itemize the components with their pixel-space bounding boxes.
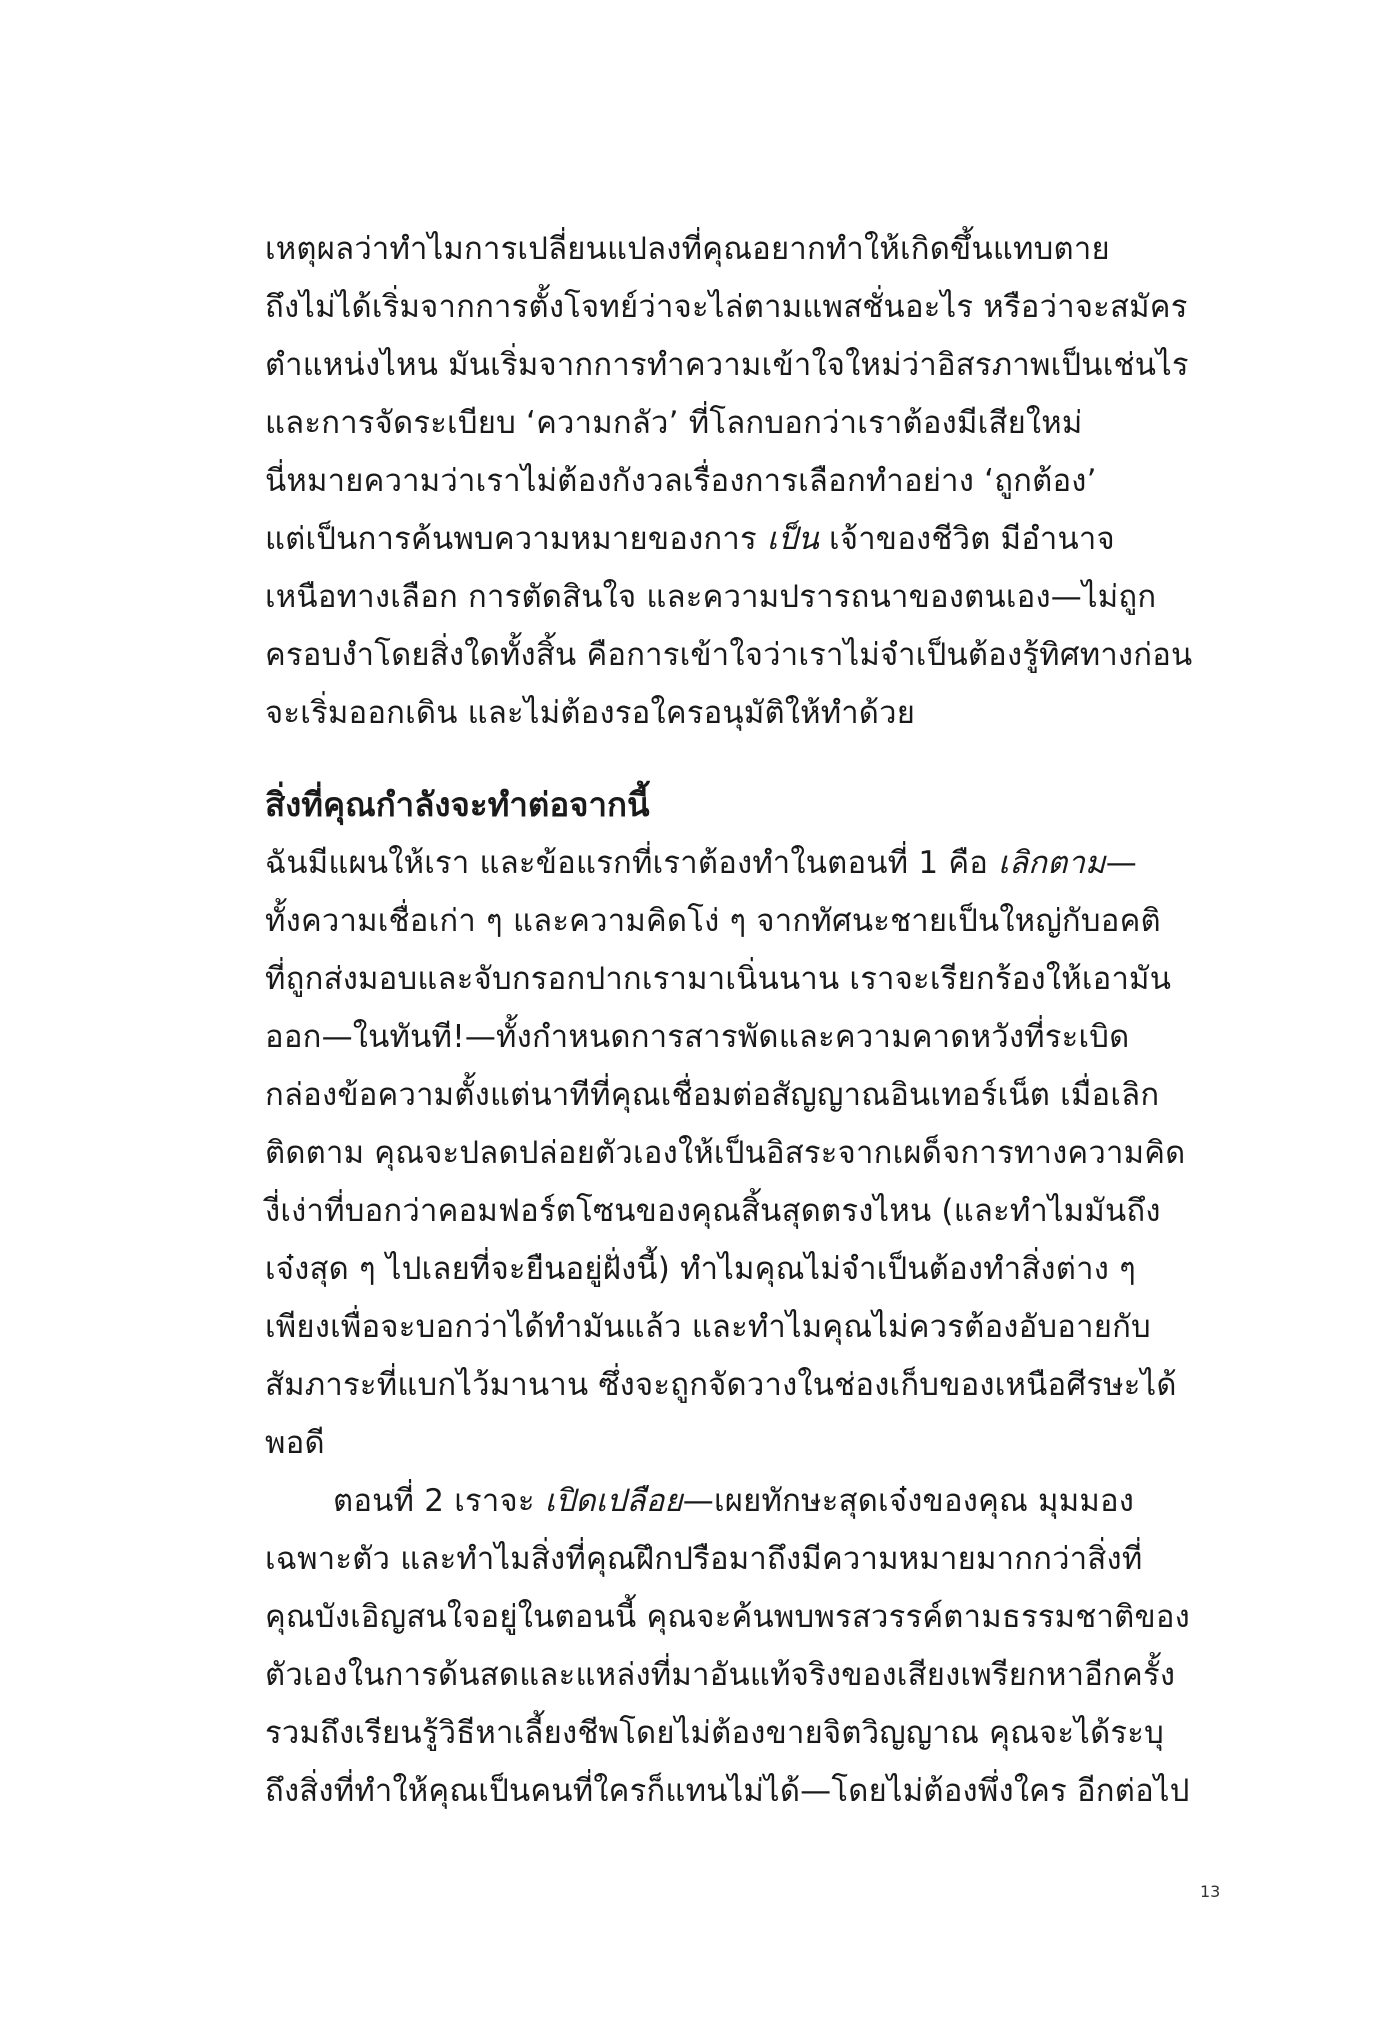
text-segment: ฉันมีแผนให้เรา และข้อแรกที่เราต้องทำในตอนที่ 1 คือ (265, 845, 999, 881)
text-segment: นี่หมายความว่าเราไม่ต้องกังวลเรื่องการเลือกทำอย่าง ‘ถูกต้อง’ (265, 463, 1097, 499)
text-segment: ถึงสิ่งที่ทำให้คุณเป็นคนที่ใครก็แทนไม่ได้—โดยไม่ต้องพึ่งใคร อีกต่อไป (265, 1773, 1190, 1809)
text-segment: จะเริ่มออกเดิน และไม่ต้องรอใครอนุมัติให้ทำด้วย (265, 695, 916, 731)
text-segment: กล่องข้อความตั้งแต่นาทีที่คุณเชื่อมต่อสัญญาณอินเทอร์เน็ต เมื่อเลิก (265, 1077, 1160, 1113)
text-segment: เฉพาะตัว และทำไมสิ่งที่คุณฝึกปรือมาถึงมีความหมายมากกว่าสิ่งที่ (265, 1541, 1143, 1577)
text-segment: ถึงไม่ได้เริ่มจากการตั้งโจทย์ว่าจะไล่ตามแพสชั่นอะไร หรือว่าจะสมัคร (265, 289, 1188, 325)
text-segment: ที่ถูกส่งมอบและจับกรอกปากเรามาเนิ่นนาน เราจะเรียกร้องให้เอามัน (265, 961, 1172, 997)
text-segment: ตอนที่ 2 เราจะ (333, 1483, 545, 1519)
text-segment: เหตุผลว่าทำไมการเปลี่ยนแปลงที่คุณอยากทำให้เกิดขึ้นแทบตาย (265, 231, 1110, 267)
text-line (265, 278, 1230, 336)
paragraph-3 (265, 1472, 1230, 1820)
text-line (265, 1762, 1230, 1820)
text-segment: ครอบงำโดยสิ่งใดทั้งสิ้น คือการเข้าใจว่าเราไม่จำเป็นต้องรู้ทิศทางก่อน (265, 637, 1193, 673)
text-segment: แต่เป็นการค้นพบความหมายของการ (265, 521, 767, 557)
text-segment: พอดี (265, 1425, 325, 1461)
text-line (265, 1066, 1230, 1124)
text-line (265, 510, 1230, 568)
text-line (265, 568, 1230, 626)
paragraph-2 (265, 834, 1230, 1472)
text-line (265, 452, 1230, 510)
text-line (265, 1182, 1230, 1240)
text-line (265, 1414, 1230, 1472)
text-segment: เจ๋งสุด ๆ ไปเลยที่จะยืนอยู่ฝั่งนี้) ทำไมคุณไม่จำเป็นต้องทำสิ่งต่าง ๆ (265, 1251, 1136, 1287)
text-line (265, 336, 1230, 394)
text-segment: ติดตาม คุณจะปลดปล่อยตัวเองให้เป็นอิสระจากเผด็จการทางความคิด (265, 1135, 1186, 1171)
text-line (265, 626, 1230, 684)
text-segment: ตัวเองในการด้นสดและแหล่งที่มาอันแท้จริงของเสียงเพรียกหาอีกครั้ง (265, 1657, 1176, 1693)
page-number: 13 (1200, 1882, 1221, 1901)
text-segment: รวมถึงเรียนรู้วิธีหาเลี้ยงชีพโดยไม่ต้องขายจิตวิญญาณ คุณจะได้ระบุ (265, 1715, 1164, 1751)
text-line (265, 1530, 1230, 1588)
italic-text-segment: เป็น (766, 521, 819, 557)
text-line (265, 1240, 1230, 1298)
text-line (265, 684, 1230, 742)
text-line (265, 834, 1230, 892)
text-segment: เหนือทางเลือก การตัดสินใจ และความปรารถนาของตนเอง—ไม่ถูก (265, 579, 1157, 615)
text-segment: สัมภาระที่แบกไว้มานาน ซึ่งจะถูกจัดวางในช่องเก็บของเหนือศีรษะได้ (265, 1367, 1177, 1403)
text-line (265, 1356, 1230, 1414)
text-line (265, 1124, 1230, 1182)
text-line (265, 1588, 1230, 1646)
text-line (265, 950, 1230, 1008)
text-segment: คุณบังเอิญสนใจอยู่ในตอนนี้ คุณจะค้นพบพรสวรรค์ตามธรรมชาติของ (265, 1599, 1191, 1635)
text-segment: เจ้าของชีวิต มีอำนาจ (818, 521, 1115, 557)
section-heading: สิ่งที่คุณกำลังจะทำต่อจากนี้ (265, 785, 650, 824)
text-line (265, 1008, 1230, 1066)
text-segment: งี่เง่าที่บอกว่าคอมฟอร์ตโซนของคุณสิ้นสุดตรงไหน (และทำไมมันถึง (265, 1193, 1161, 1229)
text-segment: ทั้งความเชื่อเก่า ๆ และความคิดโง่ ๆ จากทัศนะชายเป็นใหญ่กับอคติ (265, 903, 1161, 939)
paragraph-1 (265, 220, 1230, 742)
text-segment: ออก—ในทันที!—ทั้งกำหนดการสารพัดและความคาดหวังที่ระเบิด (265, 1019, 1130, 1055)
italic-text-segment: เลิกตาม (998, 845, 1106, 881)
text-line (265, 1646, 1230, 1704)
text-line (265, 1298, 1230, 1356)
text-line (265, 892, 1230, 950)
italic-text-segment: เปิดเปลือย (544, 1483, 683, 1519)
text-line (265, 394, 1230, 452)
text-line (265, 220, 1230, 278)
text-line (265, 1472, 1230, 1530)
text-segment: ตำแหน่งไหน มันเริ่มจากการทำความเข้าใจใหม่ว่าอิสรภาพเป็นเช่นไร (265, 347, 1189, 383)
text-line (265, 1704, 1230, 1762)
text-segment: เพียงเพื่อจะบอกว่าได้ทำมันแล้ว และทำไมคุณไม่ควรต้องอับอายกับ (265, 1309, 1151, 1345)
text-segment: —เผยทักษะสุดเจ๋งของคุณ มุมมอง (682, 1483, 1135, 1519)
text-segment: และการจัดระเบียบ ‘ความกลัว’ ที่โลกบอกว่าเราต้องมีเสียใหม่ (265, 405, 1083, 441)
text-segment: — (1105, 845, 1137, 881)
